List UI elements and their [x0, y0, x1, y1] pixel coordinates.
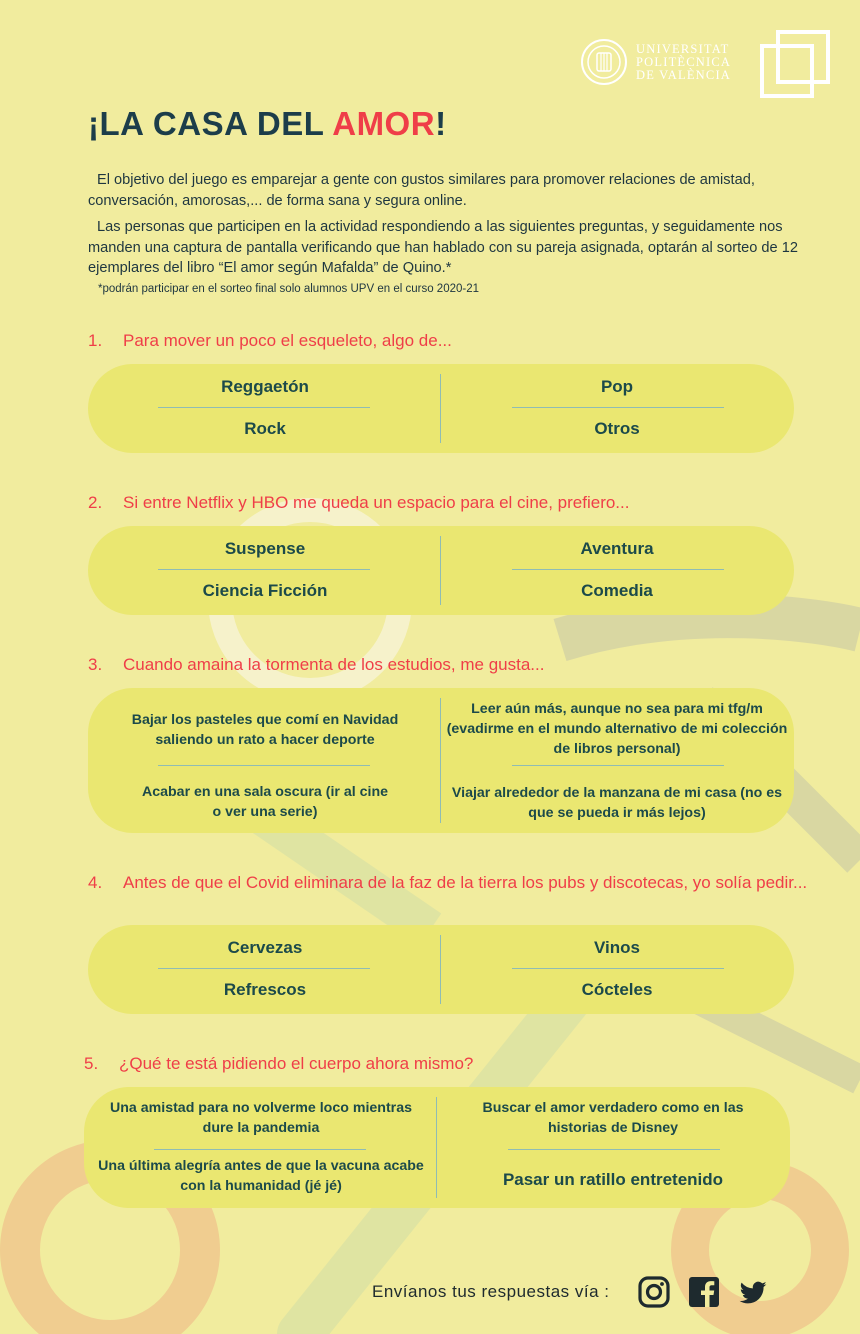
question-4: 4. Antes de que el Covid eliminara de la faz de la tierra los pubs y discotecas, yo solía pedir...: [88, 873, 808, 892]
q2-option-suspense[interactable]: Suspense: [224, 539, 306, 558]
question-2-options: [88, 526, 794, 615]
page-title: ¡LA CASA DEL AMOR!: [88, 105, 447, 142]
footer-text: Envíanos tus respuestas vía :: [372, 1282, 610, 1301]
q3-option-viajar[interactable]: Viajar alrededor de la manzana de mi casa (no es que se pueda ir más lejos): [451, 785, 783, 821]
question-5-options: [84, 1087, 790, 1208]
q1-option-pop[interactable]: Pop: [600, 377, 634, 396]
question-1-options: [88, 364, 794, 453]
q1-option-reggaeton[interactable]: Reggaetón: [221, 377, 309, 396]
question-3-options: [88, 688, 794, 833]
university-seal-icon: [580, 38, 628, 86]
q3-option-leer[interactable]: Leer aún más, aunque no sea para mi tfg/m (evadirme en el mundo alternativo de mi colección de libros personal): [446, 701, 788, 757]
logo-line-1: UNIVERSITAT: [636, 41, 730, 56]
question-5: 5. ¿Qué te está pidiendo el cuerpo ahora mismo?: [84, 1054, 474, 1073]
instagram-icon[interactable]: [638, 1276, 670, 1308]
q5-option-amor-verdadero[interactable]: Buscar el amor verdadero como en las historias de Disney: [482, 1100, 744, 1136]
q5-option-ratillo[interactable]: Pasar un ratillo entretenido: [502, 1170, 724, 1189]
question-2: 2. Si entre Netflix y HBO me queda un espacio para el cine, prefiero...: [88, 493, 630, 512]
social-links: [638, 1276, 786, 1308]
question-1: 1. Para mover un poco el esqueleto, algo de...: [88, 331, 452, 350]
q1-option-rock[interactable]: Rock: [244, 419, 286, 438]
question-3: 3. Cuando amaina la tormenta de los estudios, me gusta...: [88, 655, 545, 674]
q5-option-ultima-alegria[interactable]: Una última alegría antes de que la vacuna acabe con la humanidad (jé jé): [98, 1158, 424, 1194]
q2-option-aventura[interactable]: Aventura: [580, 539, 654, 558]
q2-option-ciencia-ficcion[interactable]: Ciencia Ficción: [202, 581, 328, 600]
house-logo-icon: [758, 30, 832, 98]
q1-option-otros[interactable]: Otros: [594, 419, 640, 438]
intro-paragraph-1: El objetivo del juego es emparejar a gente con gustos similares para promover relaciones de amistad, conversación, amorosas,... de forma sana y segura online.: [88, 172, 755, 209]
q4-option-cervezas[interactable]: Cervezas: [227, 938, 303, 957]
intro-text: [88, 170, 803, 279]
q3-option-deporte[interactable]: Bajar los pasteles que comí en Navidad saliendo un rato a hacer deporte: [131, 712, 399, 748]
title-accent: AMOR: [332, 105, 436, 142]
q4-option-vinos[interactable]: Vinos: [594, 938, 640, 957]
eligibility-note: *podrán participar en el sorteo final solo alumnos UPV en el curso 2020-21: [98, 283, 479, 295]
q2-option-comedia[interactable]: Comedia: [581, 581, 653, 600]
q5-option-amistad[interactable]: Una amistad para no volverme loco mientras dure la pandemia: [110, 1100, 412, 1136]
logo-line-3: DE VALÈNCIA: [636, 67, 732, 82]
twitter-icon[interactable]: [738, 1276, 768, 1308]
logo-line-2: POLITÈCNICA: [636, 54, 732, 69]
university-logo: [580, 38, 731, 86]
footer: [372, 1276, 786, 1308]
q4-option-refrescos[interactable]: Refrescos: [223, 980, 307, 999]
question-4-options: [88, 925, 794, 1014]
intro-paragraph-2: Las personas que participen en la actividad respondiendo a las siguientes preguntas, y seguidamente nos manden una captura de pantalla verificando que han hablado con su pareja asignada, optarán al sorteo de 12 ejemplares del libro “El amor según Mafalda” de Quino.*: [88, 219, 798, 276]
facebook-icon[interactable]: [688, 1276, 720, 1308]
q3-option-cine[interactable]: Acabar en una sala oscura (ir al cine o ver una serie): [141, 784, 389, 820]
q4-option-cocteles[interactable]: Cócteles: [581, 980, 653, 999]
